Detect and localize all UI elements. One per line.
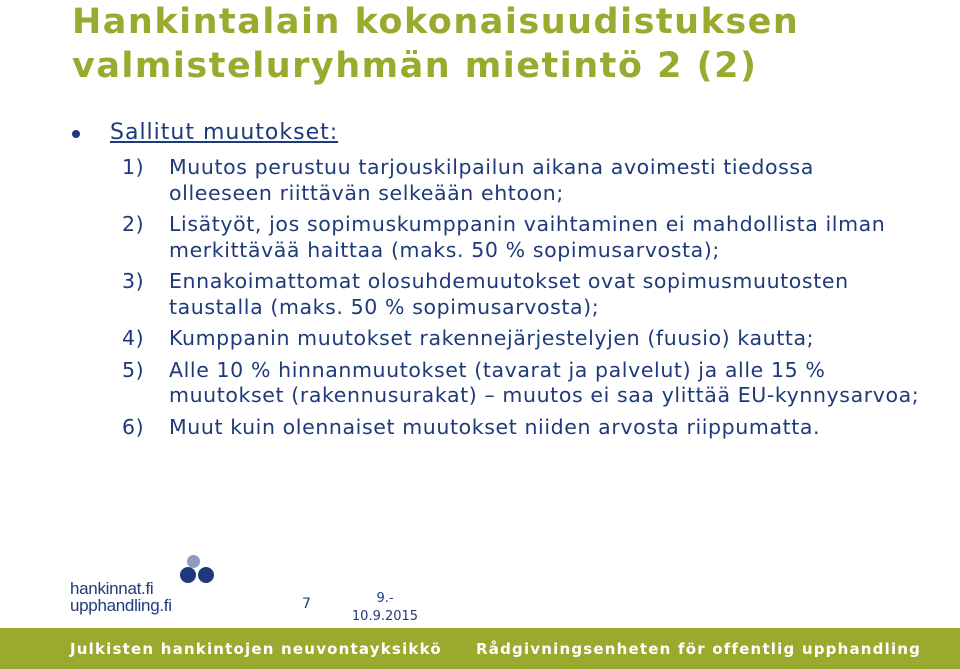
footer-text-fi: Julkisten hankintojen neuvontayksikkö [70, 640, 442, 658]
hankinnat-logo [70, 555, 250, 625]
list-item [122, 155, 922, 206]
list-item [122, 326, 922, 352]
allowed-changes-list [122, 155, 922, 446]
logo-text-sv: upphandling.fi [70, 596, 172, 615]
page-title [72, 0, 952, 88]
item-number: 3) [122, 269, 145, 293]
logo-dot-icon [198, 567, 214, 583]
item-number: 2) [122, 212, 145, 236]
item-text: Muutos perustuu tarjouskilpailun aikana avoimesti tiedossa olleeseen riittävän selkeään ehtoon; [169, 155, 814, 205]
item-text: Muut kuin olennaiset muutokset niiden arvosta riippumatta. [169, 414, 821, 439]
item-number: 1) [122, 155, 145, 179]
item-text: Kumppanin muutokset rakennejärjestelyjen (fuusio) kautta; [169, 326, 815, 350]
list-item [122, 212, 922, 263]
slide-date [350, 590, 420, 626]
list-item [122, 358, 922, 409]
title-line-1: Hankintalain kokonaisuudistuksen [72, 2, 800, 42]
title-line-2: valmisteluryhmän mietintö 2 (2) [72, 46, 758, 86]
logo-text-fi: hankinnat.fi [70, 579, 154, 598]
logo-dot-icon [187, 555, 200, 568]
footer-text-sv: Rådgivningsenheten för offentlig upphandling [476, 640, 922, 658]
bullet-dot-icon [72, 130, 80, 138]
item-number: 6) [122, 414, 145, 439]
item-number: 4) [122, 326, 145, 350]
item-number: 5) [122, 357, 145, 382]
date-line-2: 10.9.2015 [351, 609, 419, 624]
section-heading: Sallitut muutokset: [110, 120, 339, 145]
list-item [122, 269, 922, 320]
item-text: Ennakoimattomat olosuhdemuutokset ovat sopimusmuutosten taustalla (maks. 50 % sopimusarvosta); [169, 269, 849, 319]
list-item [122, 415, 922, 441]
footer-bar [0, 628, 960, 669]
item-text: Lisätyöt, jos sopimuskumppanin vaihtaminen ei mahdollista ilman merkittävää haittaa (maks. 50 % sopimusarvosta); [169, 212, 886, 262]
logo-dot-icon [180, 567, 196, 583]
item-text: Alle 10 % hinnanmuutokset (tavarat ja palvelut) ja alle 15 % muutokset (rakennusurakat) – muutos ei saa ylittää EU-kynnysarvoa; [169, 357, 920, 407]
date-line-1: 9.- [376, 591, 394, 606]
page-number: 7 [302, 596, 311, 612]
